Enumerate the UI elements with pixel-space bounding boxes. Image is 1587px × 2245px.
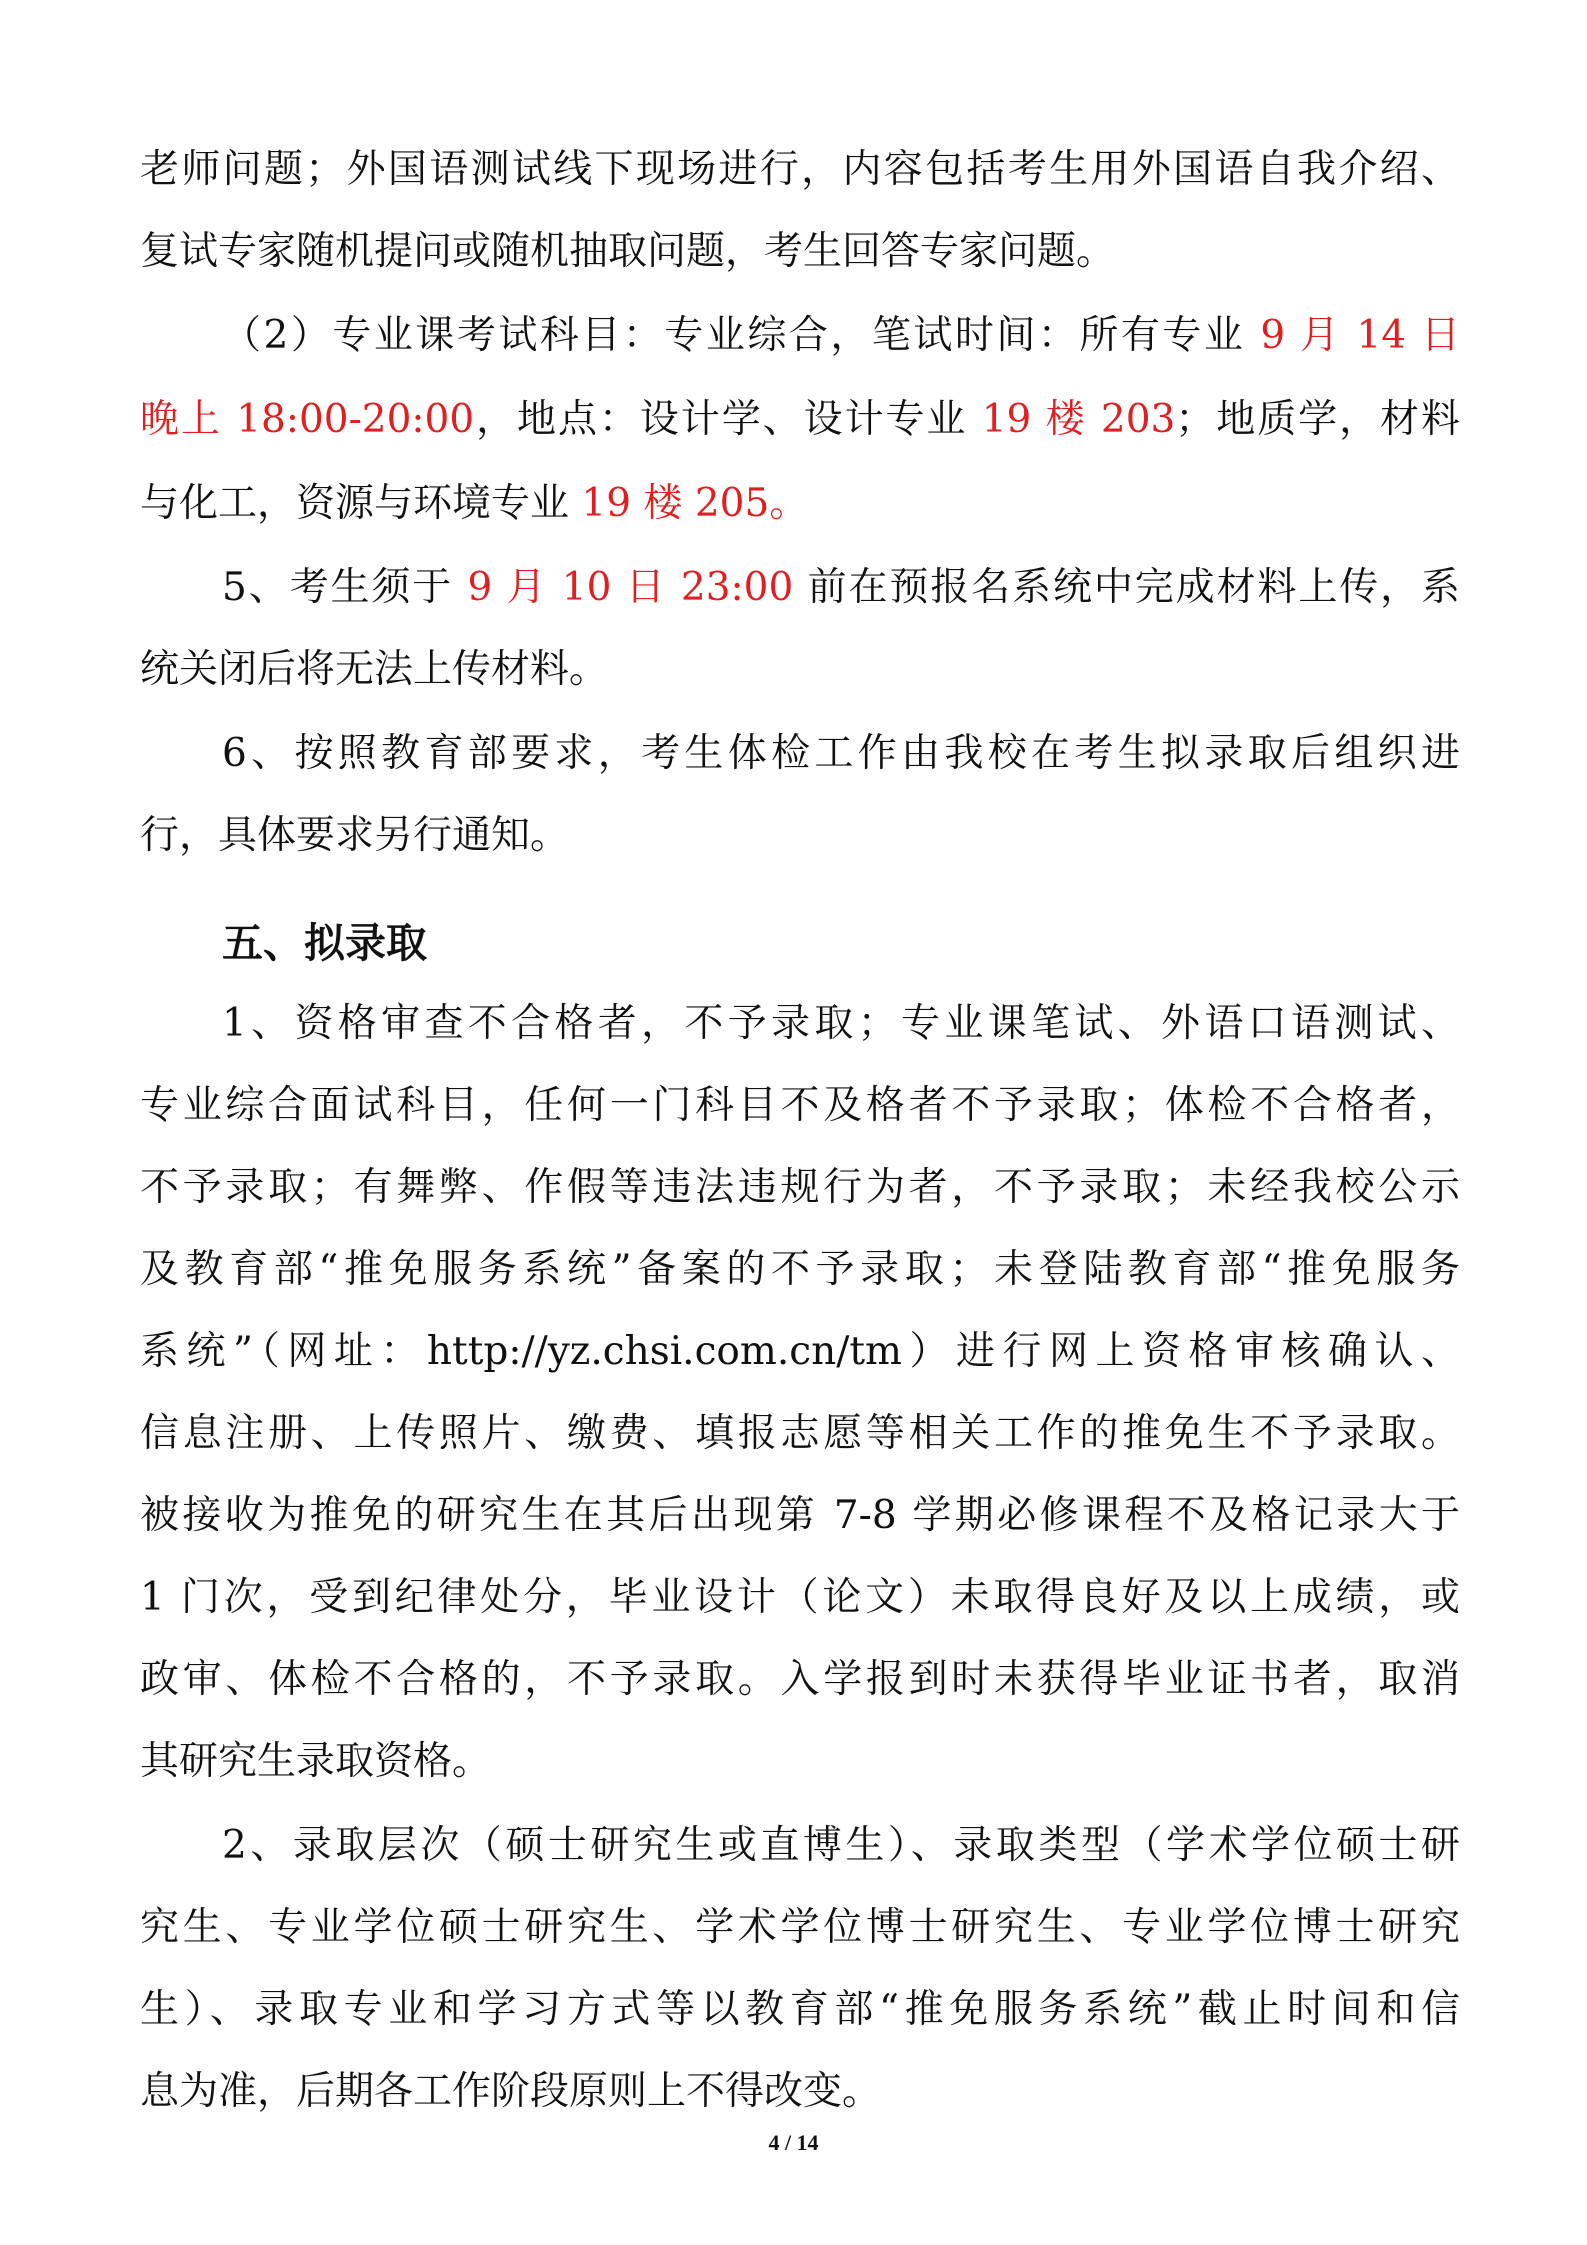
paragraph-item-6-line-1: 6、按照教育部要求，考生体检工作由我校在考生拟录取后组织进 <box>222 731 1460 776</box>
text-line: 老师问题；外国语测试线下现场进行，内容包括考生用外国语自我介绍、 <box>140 147 1460 192</box>
text-line: 1 门次，受到纪律处分，毕业设计（论文）未取得良好及以上成绩，或 <box>140 1575 1460 1620</box>
paragraph-item-2-line-1 <box>222 312 1460 360</box>
text-line: 息为准，后期各工作阶段原则上不得改变。 <box>140 2069 882 2114</box>
paragraph-item-6-line-2: 行，具体要求另行通知。 <box>140 813 570 858</box>
text-line: 究生、专业学位硕士研究生、学术学位博士研究生、专业学位博士研究 <box>140 1905 1460 1950</box>
paragraph-item-2-line-2 <box>140 396 1460 444</box>
text-line: 及教育部“推免服务系统”备案的不予录取；未登陆教育部“推免服务 <box>140 1247 1460 1292</box>
paragraph-item-2-line-3 <box>140 480 1460 528</box>
page-number: 4 / 14 <box>768 2130 819 2155</box>
text-span: 前在预报名系统中完成材料上传，系 <box>793 565 1460 610</box>
text-line: 2、录取层次（硕士研究生或直博生）、录取类型（学术学位硕士研 <box>222 1823 1460 1868</box>
text-span: （2）专业课考试科目：专业综合，笔试时间：所有专业 <box>222 313 1261 358</box>
text-line: 生）、录取专业和学习方式等以教育部“推免服务系统”截止时间和信 <box>140 1987 1460 2032</box>
text-span: ；地质学，材料 <box>1175 397 1460 442</box>
text-line: 其研究生录取资格。 <box>140 1739 492 1784</box>
highlight-deadline: 9 月 10 日 23:00 <box>467 565 794 610</box>
text-line: 系统”（网址：http://yz.chsi.com.cn/tm）进行网上资格审核确认、 <box>140 1329 1460 1374</box>
text-line: 复试专家随机提问或随机抽取问题，考生回答专家问题。 <box>140 229 1116 274</box>
section-heading: 五、拟录取 <box>222 919 427 967</box>
text-span: ，地点：设计学、设计专业 <box>474 397 982 442</box>
highlight-date: 9 月 14 日 <box>1260 313 1460 358</box>
text-span: 5、考生须于 <box>222 565 468 610</box>
highlight-room: 19 楼 205。 <box>581 481 809 526</box>
highlight-room: 19 楼 203 <box>981 397 1176 442</box>
highlight-time: 晚上 18:00-20:00 <box>140 397 475 442</box>
text-line: 不予录取；有舞弊、作假等违法违规行为者，不予录取；未经我校公示 <box>140 1165 1460 1210</box>
paragraph-item-5-line-1 <box>222 564 1460 612</box>
paragraph-item-5-line-2: 统关闭后将无法上传材料。 <box>140 647 609 692</box>
text-line: 被接收为推免的研究生在其后出现第 7-8 学期必修课程不及格记录大于 <box>140 1493 1460 1538</box>
text-line: 1、资格审查不合格者，不予录取；专业课笔试、外语口语测试、 <box>222 1001 1460 1046</box>
text-line: 政审、体检不合格的，不予录取。入学报到时未获得毕业证书者，取消 <box>140 1657 1460 1702</box>
text-line: 专业综合面试科目，任何一门科目不及格者不予录取；体检不合格者， <box>140 1083 1460 1128</box>
text-line: 信息注册、上传照片、缴费、填报志愿等相关工作的推免生不予录取。 <box>140 1411 1460 1456</box>
text-span: 与化工，资源与环境专业 <box>140 481 582 526</box>
